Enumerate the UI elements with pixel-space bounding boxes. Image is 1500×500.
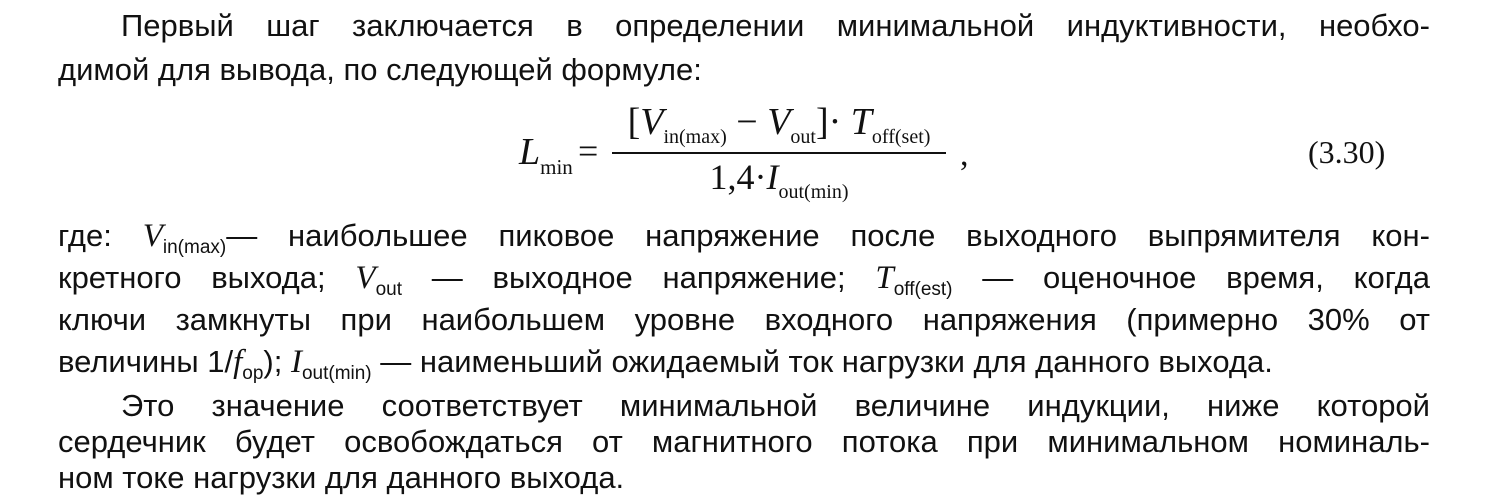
var-t-off: T — [875, 260, 894, 296]
paragraph-2-line-3: ном токе нагрузки для данного выхода. — [58, 460, 625, 495]
var-f-subscript: op — [242, 363, 264, 384]
var-f: f — [233, 344, 243, 380]
formula-v-out-subscript: out — [790, 126, 816, 148]
formula-v-out: V — [767, 101, 791, 143]
formula-t-off-subscript: off(set) — [871, 126, 931, 148]
paragraph-1-line-2: димой для вывода, по следующей формуле: — [58, 52, 702, 87]
formula-coefficient: 1,4· — [709, 157, 767, 197]
formula-fraction-bar — [612, 152, 946, 154]
definitions-text: кретного выхода; — [58, 260, 356, 295]
paragraph-2-line-1: Это значение соответствует минимальной величине индукции, ниже которой — [121, 388, 1430, 423]
definitions-text: — выходное напряжение; — [402, 260, 876, 295]
definitions-text: где: — [58, 218, 143, 253]
formula-number: (3.30) — [1308, 134, 1386, 170]
formula-close-bracket: ]· — [815, 101, 851, 143]
paragraph-2-line-2: сердечник будет освобождаться от магнитного потока при минимальном номиналь- — [58, 424, 1430, 459]
formula-l-symbol: L — [519, 131, 541, 173]
formula-open-bracket: [ — [627, 101, 641, 143]
formula-lhs — [519, 130, 573, 180]
definitions-line-2 — [58, 260, 1430, 308]
var-t-off-subscript: off(est) — [893, 279, 953, 300]
formula-v-in-subscript: in(max) — [663, 126, 727, 148]
formula-i-out: I — [766, 157, 779, 197]
definitions-text: — наибольшее пиковое напряжение после выходного выпрямителя кон- — [226, 218, 1430, 253]
formula-numerator — [612, 100, 946, 149]
paragraph-1-line-1: Первый шаг заключается в определении минимальной индуктивности, необхо- — [121, 8, 1430, 43]
definitions-text: величины 1/ — [58, 344, 234, 379]
formula-v-in: V — [640, 101, 664, 143]
definitions-line-4 — [58, 344, 1430, 392]
definitions-line-3: ключи замкнуты при наибольшем уровне входного напряжения (примерно 30% от — [58, 302, 1430, 337]
definitions-text: — наименьший ожидаемый ток нагрузки для данного выхода. — [371, 344, 1273, 379]
formula-denominator — [612, 156, 946, 204]
formula-equals: = — [578, 131, 599, 171]
definitions-line-1 — [58, 218, 1430, 266]
formula-minus: − — [726, 101, 768, 143]
var-v-in: V — [142, 218, 163, 254]
formula-t-off: T — [850, 101, 872, 143]
formula-l-subscript: min — [540, 155, 573, 179]
var-v-out-subscript: out — [375, 279, 402, 300]
var-v-out: V — [355, 260, 376, 296]
definitions-text: — оценочное время, когда — [952, 260, 1430, 295]
formula-3-30 — [0, 100, 1500, 203]
var-i-out: I — [290, 344, 302, 380]
var-v-in-subscript: in(max) — [162, 237, 227, 258]
var-i-out-subscript: out(min) — [301, 363, 372, 384]
formula-comma: , — [960, 136, 969, 173]
formula-i-out-subscript: out(min) — [778, 181, 849, 203]
definitions-text: ); — [263, 344, 291, 379]
